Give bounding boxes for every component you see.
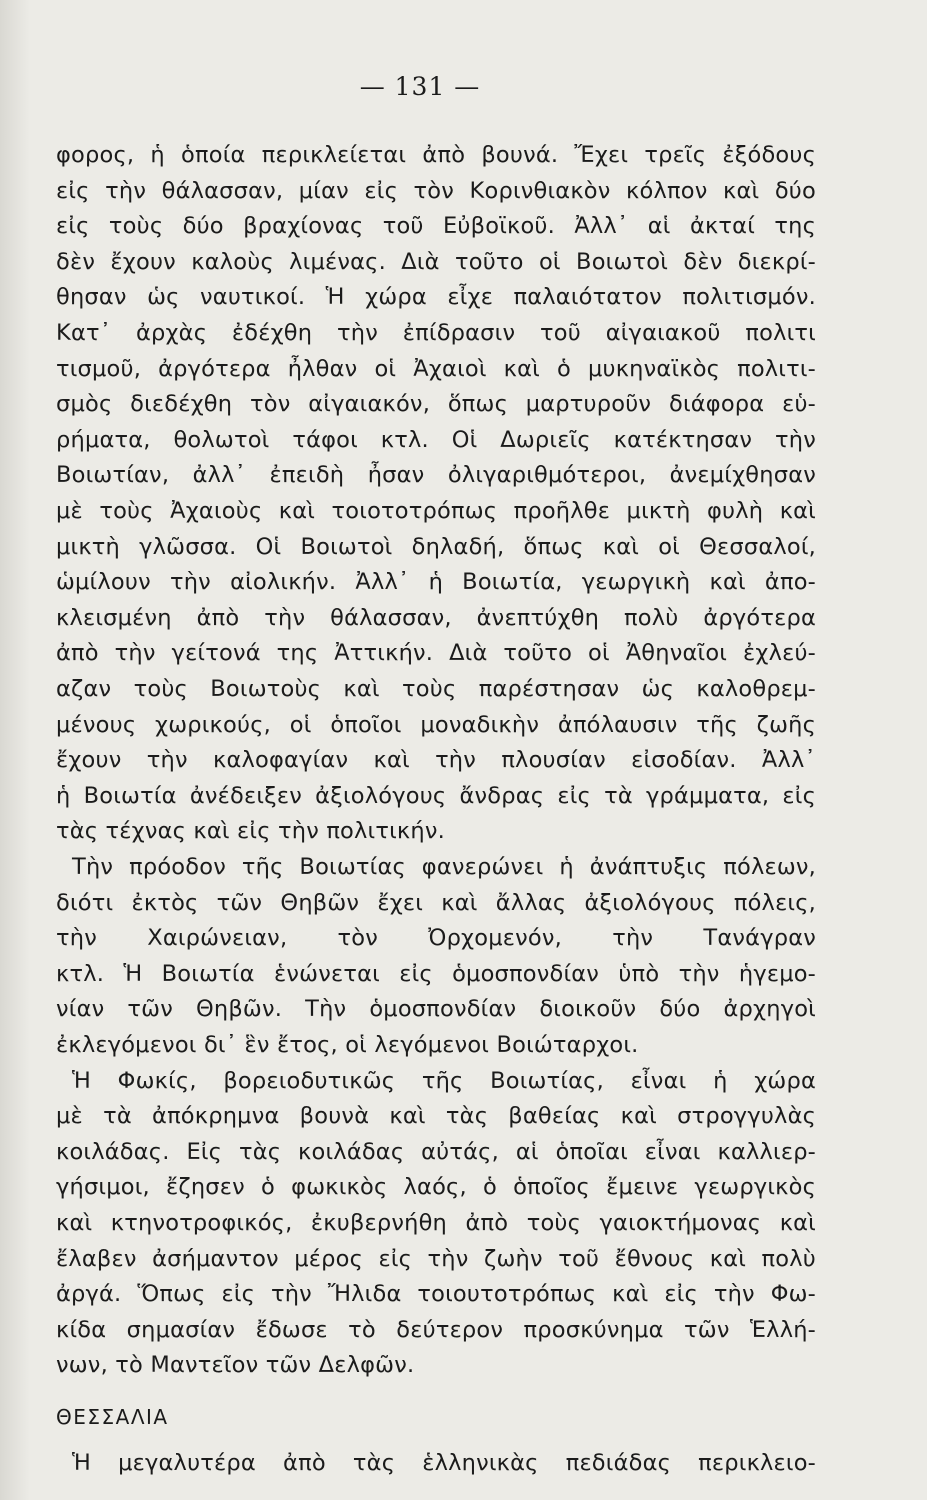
text-line: κίδα σημασίαν ἔδωσε τὸ δεύτερον προσκύνημα τῶν Ἑλλή- xyxy=(56,1316,816,1343)
text-line: ἀργά. Ὅπως εἰς τὴν Ἤλιδα τοιουτοτρόπως καὶ εἰς τὴν Φω- xyxy=(56,1281,816,1308)
text-line: διότι ἐκτὸς τῶν Θηβῶν ἔχει καὶ ἄλλας ἀξιολόγους πόλεις, xyxy=(56,889,816,916)
paragraph-start-line: Ἡ Φωκίς, βορειοδυτικῶς τῆς Βοιωτίας, εἶναι ἡ χώρα xyxy=(72,1067,816,1094)
paragraph-start-line: Ἡ μεγαλυτέρα ἀπὸ τὰς ἑλληνικὰς πεδιάδας περικλειο- xyxy=(72,1450,816,1476)
text-line: ἐκλεγόμενοι δι᾽ ἓν ἔτος, οἱ λεγόμενοι Βοιώταρχοι. xyxy=(56,1032,639,1058)
text-line: σμὸς διεδέχθη τὸν αἰγαιακόν, ὅπως μαρτυροῦν διάφορα εὑ- xyxy=(56,391,816,418)
text-line: ρήματα, θολωτοὶ τάφοι κτλ. Οἱ Δωριεῖς κατέκτησαν τὴν xyxy=(56,426,816,453)
text-line: κοιλάδας. Εἰς τὰς κοιλάδας αὐτάς, αἱ ὁποῖαι εἶναι καλλιερ- xyxy=(56,1138,816,1165)
text-line: μένους χωρικούς, οἱ ὁποῖοι μοναδικὴν ἀπόλαυσιν τῆς ζωῆς xyxy=(56,711,816,738)
text-line: ἡ Βοιωτία ἀνέδειξεν ἀξιολόγους ἄνδρας εἰς τὰ γράμματα, εἰς xyxy=(56,782,816,809)
text-line: αζαν τοὺς Βοιωτοὺς καὶ τοὺς παρέστησαν ὡς καλοθρεμ- xyxy=(56,676,816,702)
text-line: καὶ κτηνοτροφικός, ἐκυβερνήθη ἀπὸ τοὺς γαιοκτήμονας καὶ xyxy=(56,1210,816,1236)
text-line: ὡμίλουν τὴν αἰολικήν. Ἀλλ᾽ ἡ Βοιωτία, γεωργικὴ καὶ ἀπο- xyxy=(56,569,816,596)
text-line: εἰς τοὺς δύο βραχίονας τοῦ Εὐβοϊκοῦ. Ἀλλ᾽ αἱ ἀκταί της xyxy=(56,213,816,240)
text-line: μικτὴ γλῶσσα. Οἱ Βοιωτοὶ δηλαδή, ὅπως καὶ οἱ Θεσσαλοί, xyxy=(56,533,816,560)
text-line: μὲ τὰ ἀπόκρημνα βουνὰ καὶ τὰς βαθείας καὶ στρογγυλὰς xyxy=(56,1103,816,1130)
text-line: νων, τὸ Μαντεῖον τῶν Δελφῶν. xyxy=(56,1352,415,1379)
section-heading: ΘΕΣΣΑΛΙΑ xyxy=(56,1405,169,1429)
text-line: θησαν ὡς ναυτικοί. Ἡ χώρα εἶχε παλαιότατον πολιτισμόν. xyxy=(56,284,816,311)
text-line: Βοιωτίαν, ἀλλ᾽ ἐπειδὴ ἦσαν ὀλιγαριθμότεροι, ἀνεμίχθησαν xyxy=(56,462,816,489)
text-line: εἰς τὴν θάλασσαν, μίαν εἰς τὸν Κορινθιακὸν κόλπον καὶ δύο xyxy=(56,177,816,204)
text-line: ἀπὸ τὴν γείτονά της Ἀττικήν. Διὰ τοῦτο οἱ Ἀθηναῖοι ἐχλεύ- xyxy=(56,640,816,667)
text-line: ἔχουν τὴν καλοφαγίαν καὶ τὴν πλουσίαν εἰσοδίαν. Ἀλλ᾽ xyxy=(56,747,816,774)
text-line: κτλ. Ἡ Βοιωτία ἑνώνεται εἰς ὁμοσπονδίαν ὑπὸ τὴν ἡγεμο- xyxy=(56,960,816,987)
text-line: Κατ᾽ ἀρχὰς ἐδέχθη τὴν ἐπίδρασιν τοῦ αἰγαιακοῦ πολιτι xyxy=(56,320,816,346)
text-line: γήσιμοι, ἔζησεν ὁ φωκικὸς λαός, ὁ ὁποῖος ἔμεινε γεωργικὸς xyxy=(56,1174,816,1201)
text-line: ἔλαβεν ἀσήμαντον μέρος εἰς τὴν ζωὴν τοῦ ἔθνους καὶ πολὺ xyxy=(56,1245,816,1272)
text-line: μὲ τοὺς Ἀχαιοὺς καὶ τοιοτοτρόπως προῆλθε μικτὴ φυλὴ καὶ xyxy=(56,498,816,524)
text-line: τὰς τέχνας καὶ εἰς τὴν πολιτικήν. xyxy=(56,818,445,845)
text-line: τὴν Χαιρώνειαν, τὸν Ὀρχομενόν, τὴν Τανάγραν xyxy=(56,925,816,952)
paragraph-start-line: Τὴν πρόοδον τῆς Βοιωτίας φανερώνει ἡ ἀνάπτυξις πόλεων, xyxy=(72,854,816,880)
text-line: τισμοῦ, ἀργότερα ἦλθαν οἱ Ἀχαιοὶ καὶ ὁ μυκηναϊκὸς πολιτι- xyxy=(56,355,816,382)
page-number: — 131 — xyxy=(359,72,481,101)
text-line: κλεισμένη ἀπὸ τὴν θάλασσαν, ἀνεπτύχθη πολὺ ἀργότερα xyxy=(56,604,816,631)
text-line: φορος, ἡ ὁποία περικλείεται ἀπὸ βουνά. Ἔχει τρεῖς ἐξόδους xyxy=(56,142,816,168)
text-line: νίαν τῶν Θηβῶν. Τὴν ὁμοσπονδίαν διοικοῦν δύο ἀρχηγοὶ xyxy=(56,996,816,1023)
text-line: δὲν ἔχουν καλοὺς λιμένας. Διὰ τοῦτο οἱ Βοιωτοὶ δὲν διεκρί- xyxy=(56,248,816,275)
